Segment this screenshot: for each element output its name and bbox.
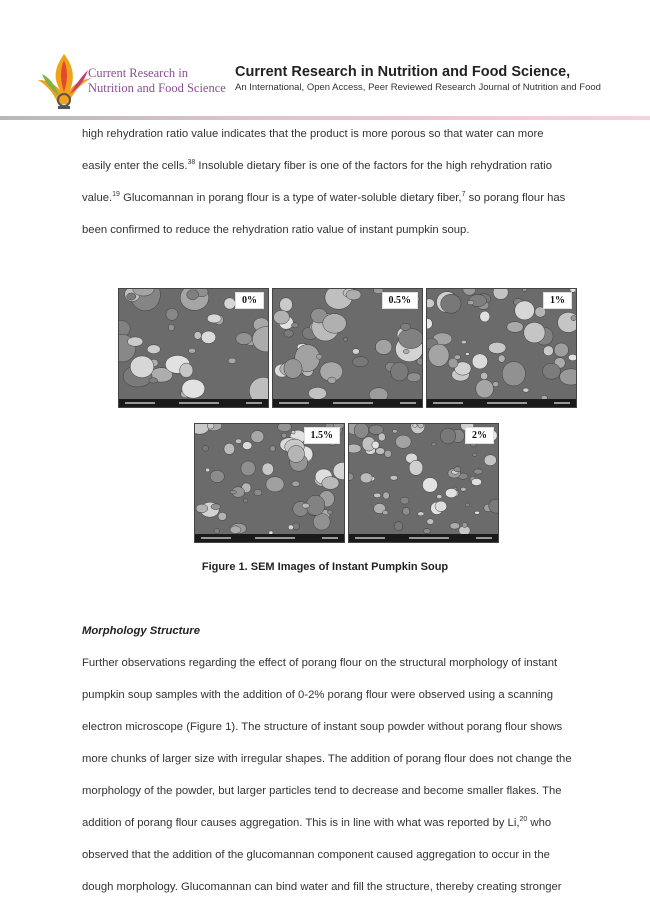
particle <box>147 345 160 354</box>
particle <box>378 433 385 441</box>
particle <box>302 503 309 508</box>
particle <box>353 357 369 367</box>
sem-info-bar <box>427 399 576 407</box>
particle <box>194 332 201 340</box>
particle <box>543 363 561 379</box>
particle <box>328 510 333 514</box>
text-span: more chunks of larger size with irregular shapes. The addition of porang flour does not change the <box>82 753 572 765</box>
particle <box>435 501 447 512</box>
particle <box>235 439 241 444</box>
text-line <box>82 881 562 893</box>
citation-superscript: 38 <box>187 159 196 167</box>
journal-logo <box>34 50 229 112</box>
particle <box>292 481 300 487</box>
sem-label-0-5: 0.5% <box>382 292 419 309</box>
particle <box>498 355 505 362</box>
particle <box>206 468 210 472</box>
particle <box>398 328 422 348</box>
text-line <box>82 817 551 829</box>
particle <box>468 300 474 304</box>
text-span: so porang flour has <box>465 192 566 204</box>
sem-image-0 <box>118 288 269 408</box>
particle <box>476 380 494 398</box>
particle <box>127 293 136 300</box>
text-line <box>82 657 557 669</box>
particle <box>480 372 487 379</box>
particle <box>472 354 488 369</box>
particle <box>313 514 330 531</box>
particle <box>211 504 221 510</box>
particle <box>473 453 477 456</box>
text-line <box>82 753 572 765</box>
particle <box>266 477 284 492</box>
particle <box>493 289 508 300</box>
particle <box>196 504 208 513</box>
particle <box>189 348 196 353</box>
particle <box>417 358 422 365</box>
particle <box>394 522 403 531</box>
particle <box>288 446 305 463</box>
particle <box>349 444 361 453</box>
particle <box>423 529 430 534</box>
sem-image-1-5 <box>194 423 345 543</box>
particle <box>284 359 302 379</box>
particle <box>284 330 293 337</box>
particle <box>230 490 236 494</box>
particle <box>180 363 193 377</box>
sem-image-2 <box>348 423 499 543</box>
citation-superscript: 20 <box>519 816 528 824</box>
sem-image-1 <box>426 288 577 408</box>
text-span: high rehydration ratio value indicates that the product is more porous so that water can more <box>82 128 544 140</box>
particle <box>428 344 449 366</box>
particle <box>390 475 398 480</box>
particle <box>224 443 235 454</box>
particle <box>571 316 576 321</box>
particle <box>210 470 224 482</box>
particle <box>393 430 398 434</box>
logo-line-1: Current Research in <box>88 66 188 80</box>
figure-caption: Figure 1. SEM Images of Instant Pumpkin Soup <box>201 561 449 573</box>
particle <box>244 498 248 503</box>
particle <box>403 508 410 516</box>
particle <box>224 298 236 309</box>
particle <box>127 337 143 346</box>
journal-subtitle: An International, Open Access, Peer Reviewed Research Journal of Nutrition and Food <box>235 82 601 93</box>
sem-info-bar <box>195 534 344 542</box>
particle <box>475 511 480 514</box>
particle <box>214 528 219 533</box>
particle <box>333 462 344 479</box>
particle <box>422 478 437 493</box>
particle <box>450 523 460 529</box>
sem-label-0: 0% <box>235 292 264 309</box>
text-line <box>82 224 469 236</box>
text-line <box>82 849 550 861</box>
particle <box>465 503 469 507</box>
logo-line-2: Nutrition and Food Science <box>88 81 226 95</box>
particle <box>461 340 466 344</box>
particle <box>323 314 347 334</box>
particle <box>413 424 417 427</box>
particle <box>308 387 326 399</box>
particle <box>461 487 467 491</box>
particle <box>236 333 252 345</box>
particle <box>328 377 336 383</box>
particle <box>280 298 293 312</box>
particle <box>344 338 348 342</box>
particle <box>291 430 295 434</box>
particle <box>418 424 424 428</box>
sem-info-bar <box>349 534 498 542</box>
particle <box>515 301 535 320</box>
text-span: addition of porang flour causes aggregation. This is in line with what was reported by Li, <box>82 817 520 829</box>
text-span: easily enter the cells. <box>82 160 188 172</box>
particle <box>187 290 199 300</box>
particle <box>375 340 392 355</box>
particle <box>270 446 276 452</box>
flame-leaf-icon <box>34 50 94 112</box>
particle <box>554 343 568 357</box>
particle <box>560 369 576 385</box>
text-line <box>82 160 552 172</box>
page-header <box>0 0 650 122</box>
particle <box>130 356 154 378</box>
particle <box>441 294 461 313</box>
particle <box>522 289 526 291</box>
particle <box>316 354 322 359</box>
particle <box>454 355 460 360</box>
particle <box>445 488 457 497</box>
particle <box>349 473 354 480</box>
particle <box>474 469 483 474</box>
sem-label-1: 1% <box>543 292 572 309</box>
particle <box>543 346 553 356</box>
particle <box>262 463 274 475</box>
text-line <box>82 689 553 701</box>
particle <box>507 322 524 333</box>
particle <box>437 495 442 499</box>
particle <box>346 290 361 300</box>
particle <box>274 310 290 324</box>
text-span: pumpkin soup samples with the addition of 0-2% porang flour were observed using a scanning <box>82 689 553 701</box>
sem-label-2: 2% <box>465 427 494 444</box>
particle <box>251 431 264 443</box>
particle <box>480 311 490 322</box>
particle <box>471 478 481 485</box>
section-heading: Morphology Structure <box>82 625 200 637</box>
logo-text <box>88 66 226 96</box>
text-span: observed that the addition of the glucomannan component caused aggregation to occur in the <box>82 849 550 861</box>
text-line <box>82 192 565 204</box>
text-span: been confirmed to reduce the rehydration ratio value of instant pumpkin soup. <box>82 224 470 236</box>
particle <box>395 435 411 448</box>
particle <box>354 424 369 438</box>
particle <box>493 382 499 387</box>
particle <box>207 314 221 323</box>
text-line <box>82 721 562 733</box>
particle <box>427 519 434 525</box>
particle <box>484 455 496 466</box>
particle <box>432 443 437 446</box>
particle <box>278 424 292 432</box>
particle <box>400 323 410 330</box>
text-span: morphology of the powder, but larger particles tend to decrease and become smaller flakes. The <box>82 785 562 797</box>
particle <box>418 512 424 516</box>
particle <box>502 362 525 386</box>
particle <box>383 492 390 499</box>
particle <box>391 362 409 381</box>
particle <box>403 349 409 353</box>
text-span: dough morphology. Glucomannan can bind water and fill the structure, thereby creating stronger <box>82 881 562 893</box>
particle <box>201 331 216 344</box>
particle <box>168 324 174 331</box>
particle <box>207 424 214 429</box>
particle <box>463 289 476 295</box>
text-span: electron microscope (Figure 1). The structure of instant soup powder without porang flour shows <box>82 721 563 733</box>
particle <box>384 450 391 457</box>
particle <box>383 510 389 514</box>
particle <box>352 349 359 355</box>
particle <box>524 322 545 343</box>
text-span: Glucomannan in porang flour is a type of water-soluble dietary fiber, <box>119 192 462 204</box>
header-divider <box>0 116 650 120</box>
particle <box>282 433 287 438</box>
particle <box>462 523 467 528</box>
particle <box>166 308 178 320</box>
particle <box>454 467 461 472</box>
particle <box>241 461 256 476</box>
particle <box>374 493 381 498</box>
text-line <box>82 785 562 797</box>
particle <box>252 327 268 352</box>
particle <box>202 446 208 452</box>
particle <box>427 319 432 329</box>
citation-superscript: 19 <box>112 191 120 199</box>
particle <box>407 373 421 382</box>
sem-label-1-5: 1.5% <box>304 427 341 444</box>
text-span: who <box>527 817 552 829</box>
particle <box>488 342 506 353</box>
particle <box>372 441 379 449</box>
text-span: value. <box>82 192 113 204</box>
particle <box>230 526 241 534</box>
particle <box>149 378 158 383</box>
sem-image-0-5 <box>272 288 423 408</box>
sem-info-bar <box>273 399 422 407</box>
particle <box>292 323 299 328</box>
particle <box>568 354 576 360</box>
particle <box>523 388 529 392</box>
citation-superscript: 7 <box>461 191 466 199</box>
particle <box>243 442 252 450</box>
text-span: Insoluble dietary fiber is one of the factors for the high rehydration ratio <box>195 160 552 172</box>
particle <box>322 477 339 490</box>
particle <box>360 473 372 483</box>
particle <box>465 353 469 356</box>
particle <box>427 299 435 308</box>
particle <box>409 460 423 475</box>
particle <box>182 379 205 398</box>
particle <box>288 525 293 530</box>
particle <box>400 497 409 504</box>
sem-info-bar <box>119 399 268 407</box>
text-line <box>82 128 544 140</box>
particle <box>218 512 227 520</box>
particle <box>440 428 456 444</box>
journal-title: Current Research in Nutrition and Food Science, <box>235 64 571 80</box>
particle <box>228 358 236 364</box>
particle <box>254 489 262 496</box>
text-span: Further observations regarding the effect of porang flour on the structural morphology of instant <box>82 657 558 669</box>
